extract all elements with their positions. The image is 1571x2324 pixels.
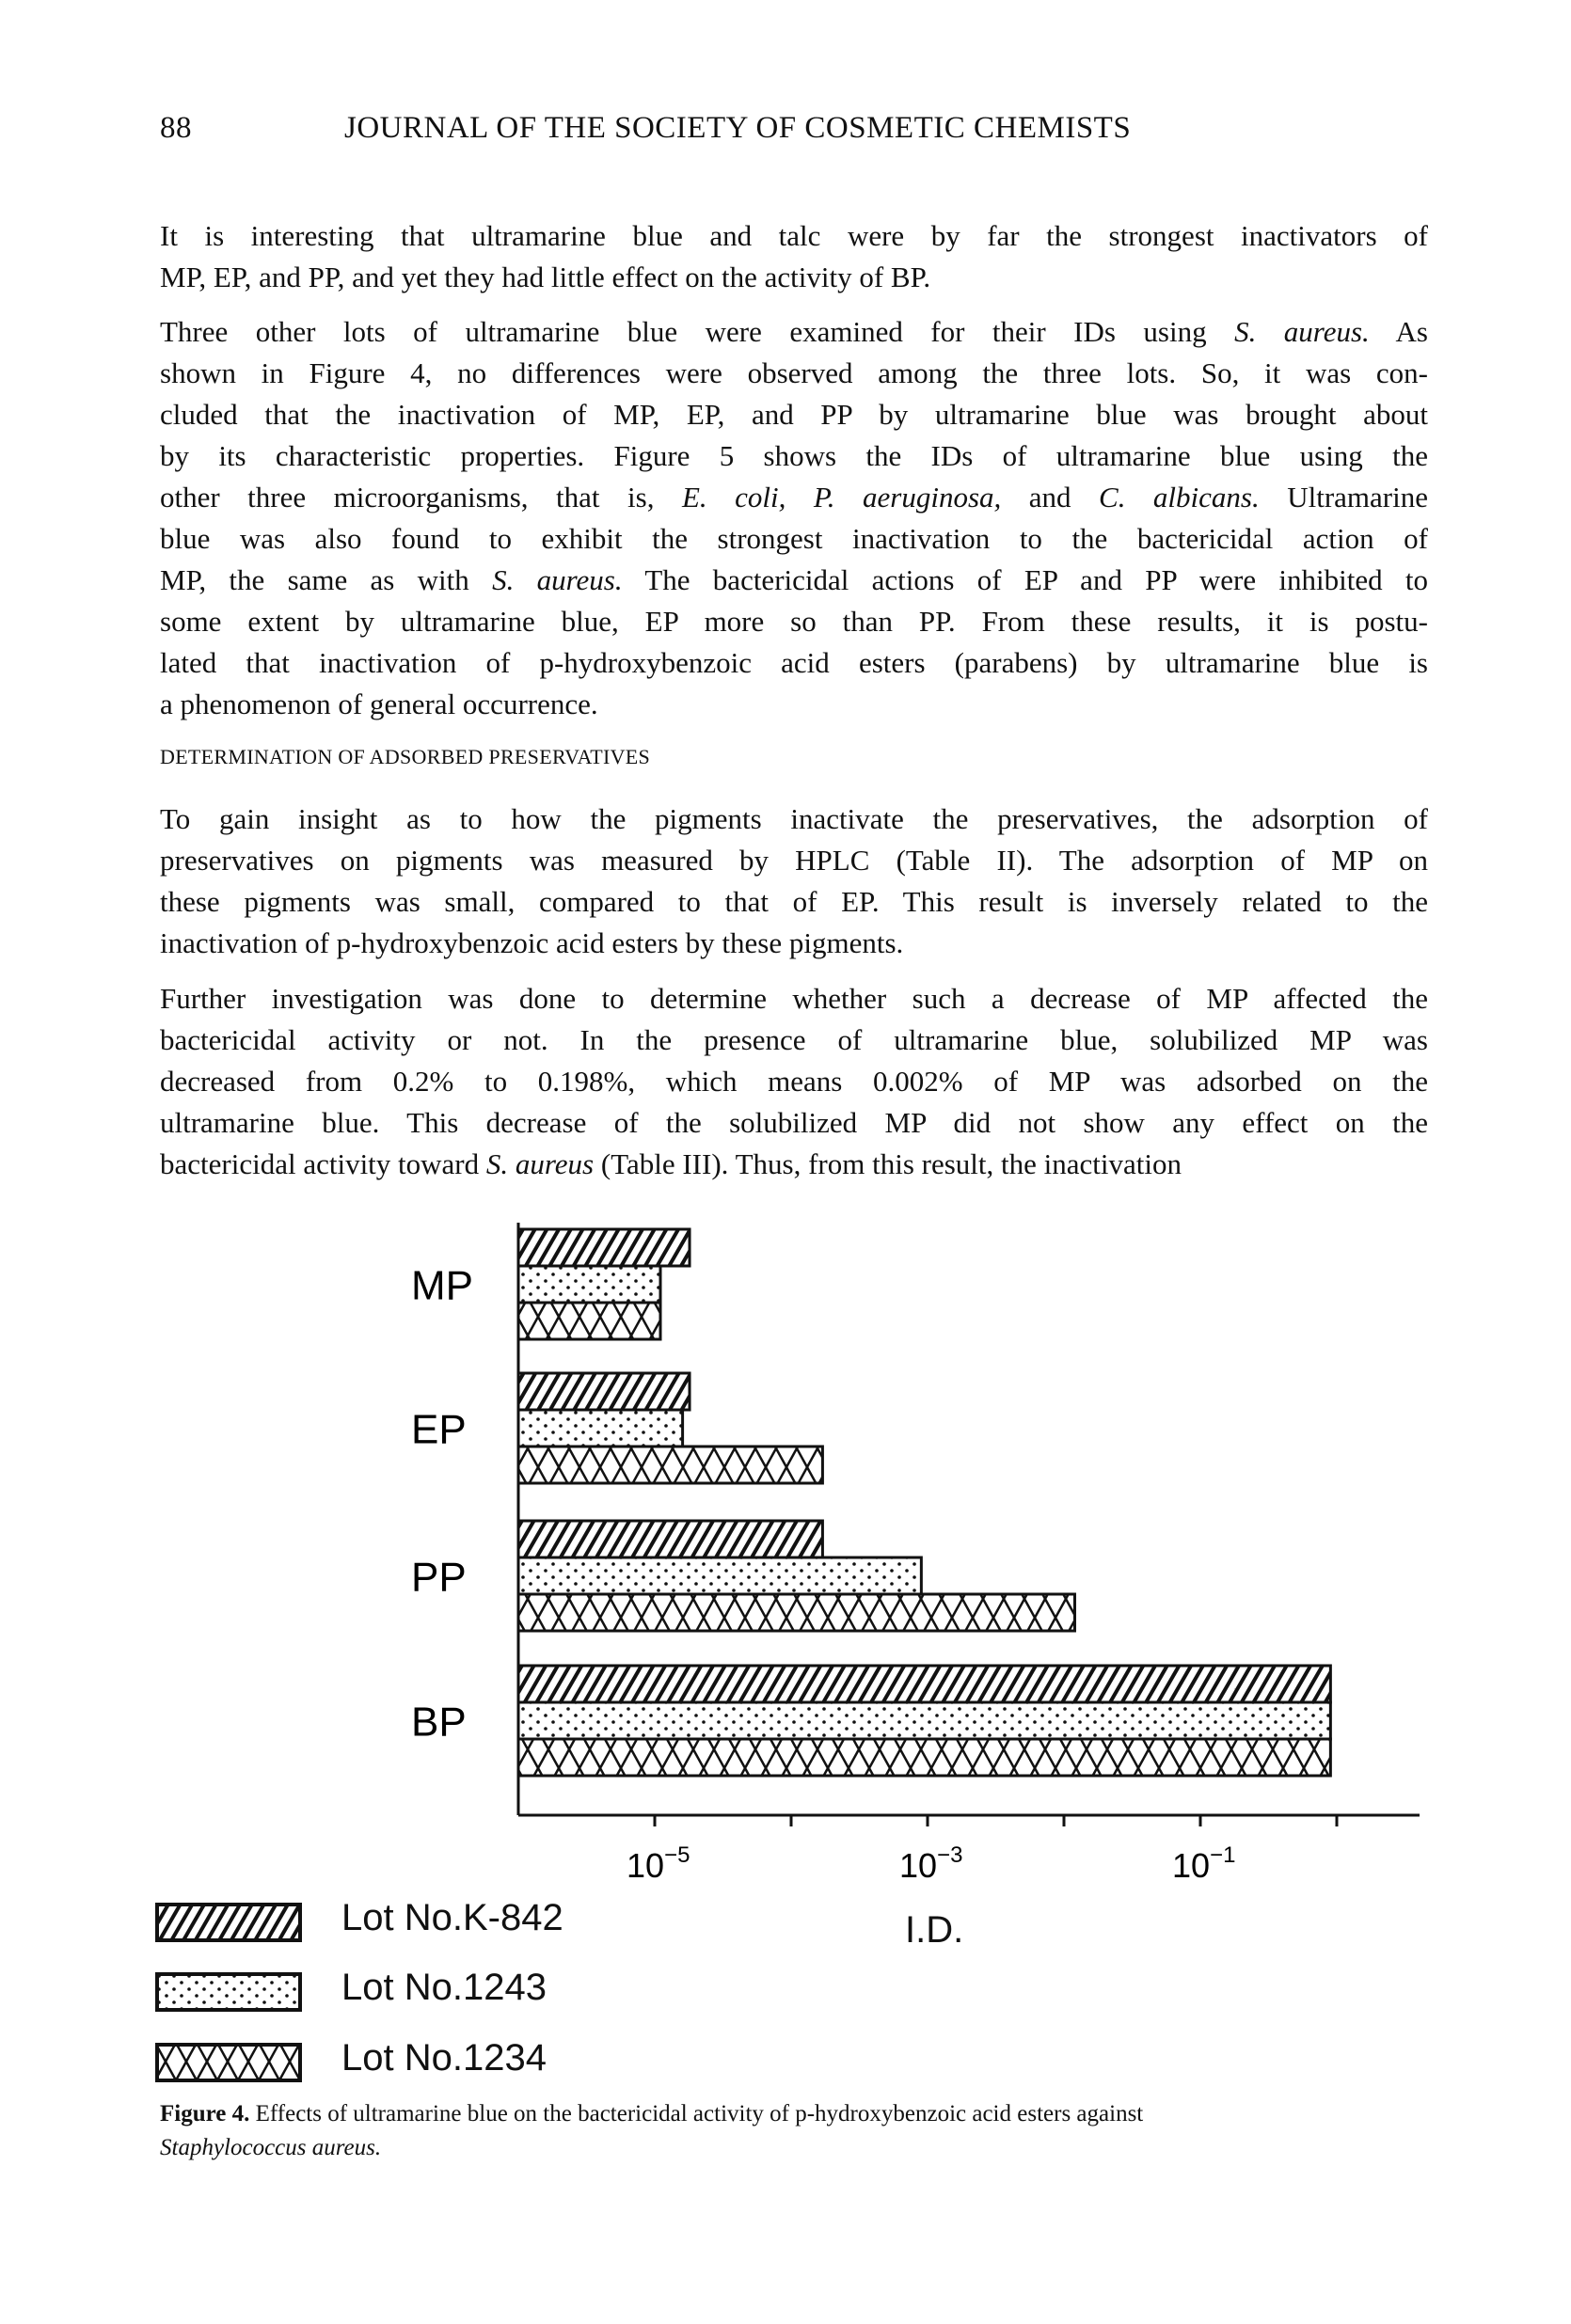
text-segment: bactericidal activity or not. In the presence of ultramarine blue, solubilized MP was bbox=[160, 1023, 1428, 1056]
text-line bbox=[160, 353, 1428, 394]
text-line bbox=[160, 1020, 1428, 1061]
text-segment: MP, the same as with bbox=[160, 563, 493, 596]
caption-species: Staphylococcus aureus. bbox=[160, 2135, 382, 2160]
italic-text: S. aureus bbox=[485, 1147, 595, 1180]
italic-text: S. aureus. bbox=[492, 563, 623, 596]
text-segment: blue was also found to exhibit the strongest inactivation to the bactericidal action of bbox=[160, 522, 1428, 555]
text-segment: ultramarine blue. This decrease of the solubilized MP did not show any effect on the bbox=[160, 1106, 1428, 1139]
section-heading: DETERMINATION OF ADSORBED PRESERVATIVES bbox=[160, 745, 651, 768]
text-line bbox=[160, 435, 1428, 477]
text-segment: other three microorganisms, that is, bbox=[160, 481, 682, 514]
bar-mp-series-2 bbox=[518, 1303, 660, 1339]
page-number: 88 bbox=[160, 111, 192, 145]
caption-text: Effects of ultramarine blue on the bactericidal activity of p-hydroxybenzoic acid esters against bbox=[249, 2101, 1144, 2126]
text-line bbox=[160, 684, 1428, 725]
text-line bbox=[160, 840, 1428, 881]
bar-mp-series-0 bbox=[518, 1229, 690, 1266]
text-line bbox=[160, 257, 1428, 298]
text-segment: decreased from 0.2% to 0.198%, which means 0.002% of MP was adsorbed on the bbox=[160, 1065, 1428, 1098]
text-segment: Three other lots of ultramarine blue were examined for their IDs using bbox=[160, 315, 1235, 348]
text-segment: To gain insight as to how the pigments inactivate the preservatives, the adsorption of bbox=[160, 802, 1428, 835]
bar-bp-series-2 bbox=[518, 1739, 1330, 1776]
legend-label: Lot No.1234 bbox=[341, 2037, 547, 2079]
figure-caption bbox=[160, 2097, 1428, 2165]
legend-label: Lot No.1243 bbox=[341, 1967, 547, 2008]
text-segment: The bactericidal actions of EP and PP were inhibited to bbox=[622, 563, 1428, 596]
category-label: PP bbox=[411, 1554, 467, 1601]
text-line bbox=[160, 798, 1428, 840]
text-segment: bactericidal activity toward bbox=[160, 1147, 486, 1180]
text-segment: preservatives on pigments was measured by HPLC (Table II). The adsorption of MP on bbox=[160, 844, 1428, 877]
x-tick-label: $10^{-1}$ bbox=[1172, 1842, 1236, 1885]
text-line bbox=[160, 642, 1428, 684]
category-label: BP bbox=[411, 1699, 467, 1746]
text-segment: a phenomenon of general occurrence. bbox=[160, 688, 598, 720]
text-segment: some extent by ultramarine blue, EP more so than PP. From these results, it is postu- bbox=[160, 605, 1428, 638]
x-tick-label: $10^{-3}$ bbox=[899, 1842, 963, 1885]
text-line bbox=[160, 215, 1428, 257]
text-line bbox=[160, 311, 1428, 353]
text-segment: Ultramarine bbox=[1259, 481, 1428, 514]
figure-4-chart bbox=[0, 1204, 1571, 1900]
text-line bbox=[160, 518, 1428, 560]
bar-ep-series-1 bbox=[518, 1410, 683, 1447]
legend-swatch-dots bbox=[155, 1972, 302, 2012]
legend-swatch-diagonal-hatch bbox=[155, 1903, 302, 1942]
text-segment: MP, EP, and PP, and yet they had little effect on the activity of BP. bbox=[160, 261, 931, 293]
legend-label: Lot No.K-842 bbox=[341, 1897, 563, 1938]
category-label: EP bbox=[411, 1406, 467, 1453]
text-line bbox=[160, 394, 1428, 435]
text-segment: and bbox=[1001, 481, 1100, 514]
caption-label: Figure 4. bbox=[160, 2101, 250, 2126]
text-segment: shown in Figure 4, no differences were observed among the three lots. So, it was con- bbox=[160, 356, 1428, 389]
bar-pp-series-2 bbox=[518, 1594, 1074, 1631]
x-axis-label: I.D. bbox=[905, 1909, 964, 1951]
legend-swatch-crosshatch bbox=[155, 2043, 302, 2082]
text-segment: As bbox=[1369, 315, 1428, 348]
journal-title: JOURNAL OF THE SOCIETY OF COSMETIC CHEMISTS bbox=[344, 111, 1132, 145]
text-segment: these pigments was small, compared to that of EP. This result is inversely related to the bbox=[160, 885, 1428, 918]
italic-text: S. aureus. bbox=[1234, 315, 1370, 348]
bar-pp-series-1 bbox=[518, 1557, 921, 1594]
text-segment: (Table III). Thus, from this result, the inactivation bbox=[594, 1147, 1182, 1180]
text-segment: It is interesting that ultramarine blue and talc were by far the strongest inactivators of bbox=[160, 219, 1428, 252]
text-line bbox=[160, 560, 1428, 601]
text-line bbox=[160, 923, 1428, 964]
text-line bbox=[160, 978, 1428, 1020]
bar-mp-series-1 bbox=[518, 1266, 660, 1303]
text-line bbox=[160, 1102, 1428, 1144]
bar-ep-series-2 bbox=[518, 1447, 822, 1483]
italic-text: C. albicans. bbox=[1099, 481, 1260, 514]
text-line bbox=[160, 881, 1428, 923]
bar-pp-series-0 bbox=[518, 1521, 822, 1557]
category-label: MP bbox=[411, 1262, 473, 1309]
text-segment: by its characteristic properties. Figure 5 shows the IDs of ultramarine blue using the bbox=[160, 439, 1428, 472]
text-line bbox=[160, 1061, 1428, 1102]
text-segment: Further investigation was done to determine whether such a decrease of MP affected the bbox=[160, 982, 1428, 1015]
italic-text: E. coli, P. aeruginosa, bbox=[681, 481, 1002, 514]
text-line bbox=[160, 1144, 1428, 1185]
x-tick-label: $10^{-5}$ bbox=[627, 1842, 690, 1885]
text-segment: cluded that the inactivation of MP, EP, and PP by ultramarine blue was brought about bbox=[160, 398, 1428, 431]
text-segment: lated that inactivation of p-hydroxybenzoic acid esters (parabens) by ultramarine blue is bbox=[160, 646, 1428, 679]
text-line bbox=[160, 477, 1428, 518]
bar-ep-series-0 bbox=[518, 1373, 690, 1410]
text-segment: inactivation of p-hydroxybenzoic acid esters by these pigments. bbox=[160, 926, 904, 959]
bar-bp-series-0 bbox=[518, 1666, 1330, 1702]
text-line bbox=[160, 601, 1428, 642]
bar-bp-series-1 bbox=[518, 1702, 1330, 1739]
